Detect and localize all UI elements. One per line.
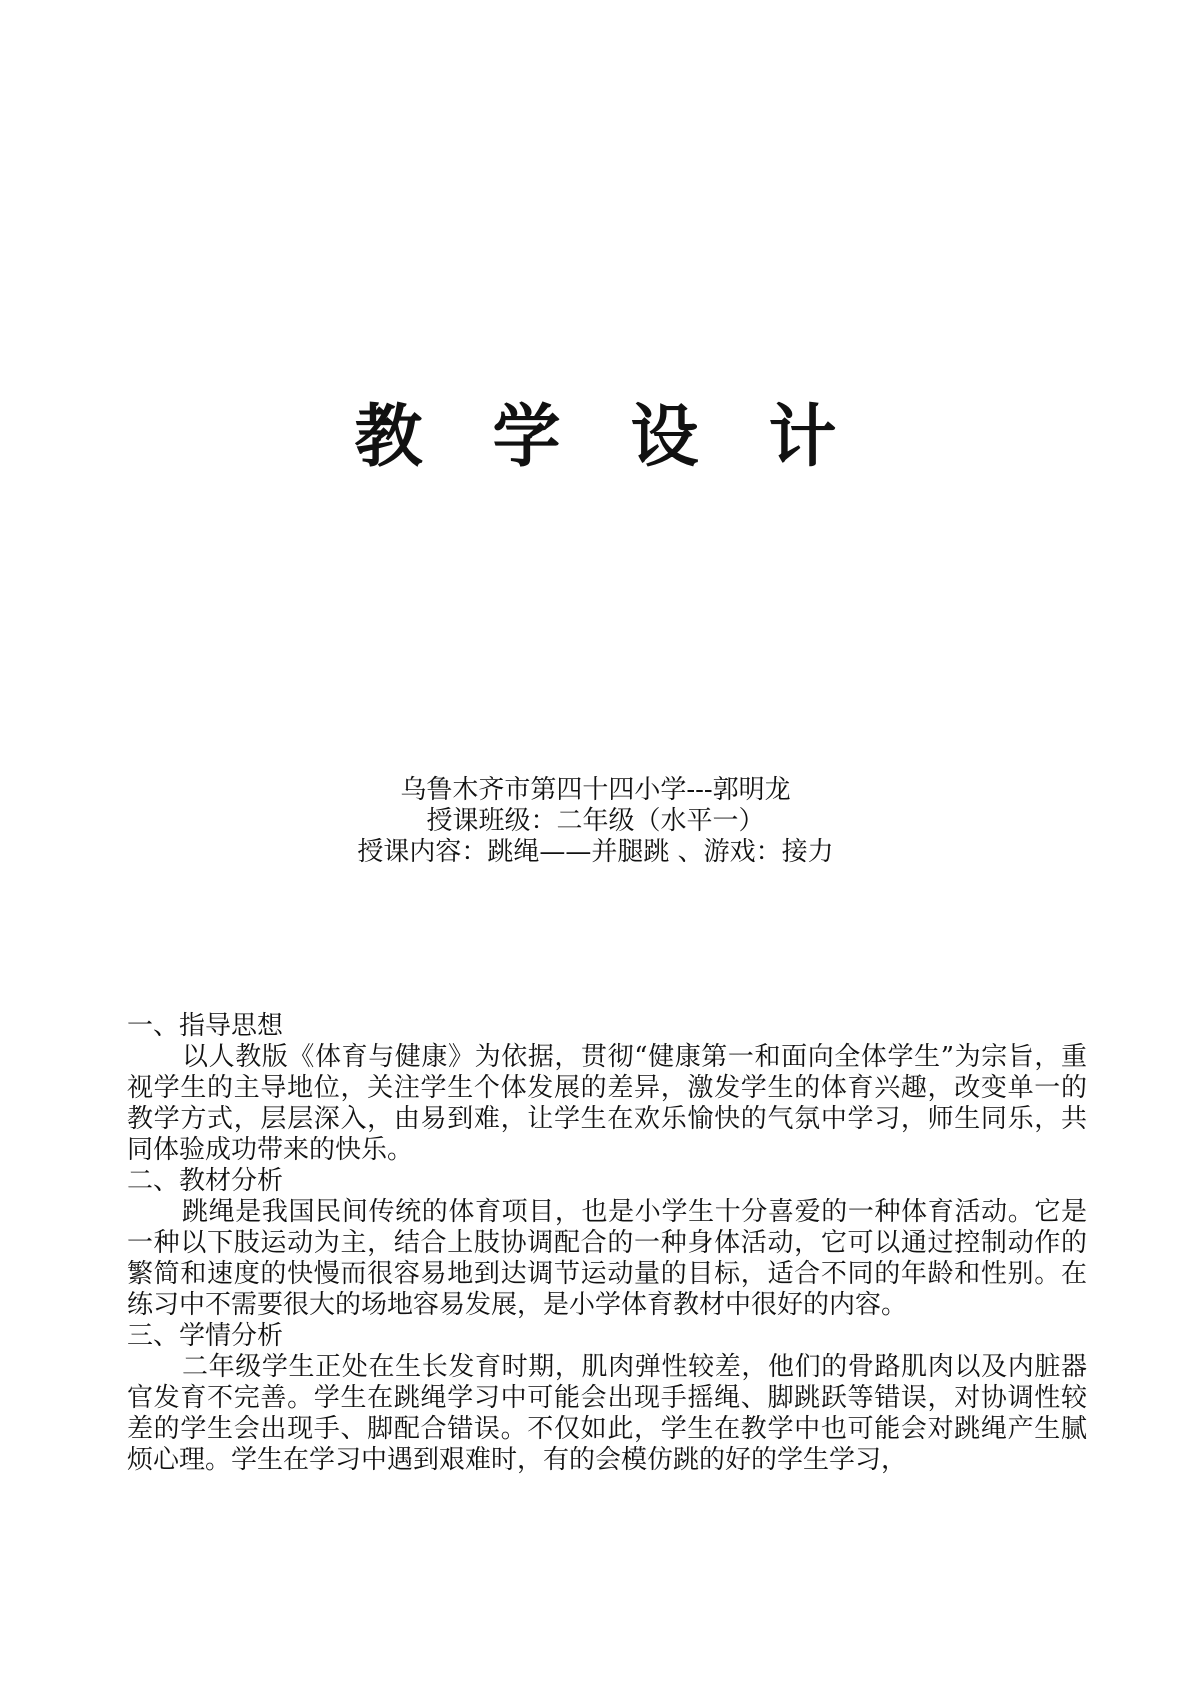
section-student-analysis: [127, 1321, 1087, 1476]
content-line: 授课内容：跳绳——并腿跳 、游戏：接力: [357, 837, 834, 867]
section-material-analysis: [127, 1166, 1087, 1321]
section-heading: 一、指导思想: [127, 1011, 284, 1041]
document-body: [127, 1011, 1087, 1476]
section-paragraph: 二年级学生正处在生长发育时期，肌肉弹性较差，他们的骨路肌肉以及内脏器官发育不完善。学生在跳绳学习中可能会出现手摇绳、脚跳跃等错误，对协调性较差的学生会出现手、脚配合错误。不仅如此，学生在教学中也可能会对跳绳产生腻烦心理。学生在学习中遇到艰难时，有的会模仿跳的好的学生学习，: [127, 1352, 1087, 1475]
class-line: 授课班级：二年级（水平一）: [426, 806, 765, 836]
page-title: 教学设计: [354, 398, 907, 477]
school-author-line: 乌鲁木齐市第四十四小学---郭明龙: [400, 775, 791, 805]
section-paragraph: 跳绳是我国民间传统的体育项目，也是小学生十分喜爱的一种体育活动。它是一种以下肢运动为主，结合上肢协调配合的一种身体活动，它可以通过控制动作的繁简和速度的快慢而很容易地到达调节运动量的目标，适合不同的年龄和性别。在练习中不需要很大的场地容易发展，是小学体育教材中很好的内容。: [127, 1197, 1087, 1320]
author-info: [0, 775, 1191, 868]
section-paragraph: 以人教版《体育与健康》为依据，贯彻“健康第一和面向全体学生”为宗旨，重视学生的主导地位，关注学生个体发展的差异，激发学生的体育兴趣，改变单一的教学方式，层层深入，由易到难，让学生在欢乐愉快的气氛中学习，师生同乐，共同体验成功带来的快乐。: [127, 1042, 1087, 1165]
section-heading: 二、教材分析: [127, 1166, 284, 1196]
section-heading: 三、学情分析: [127, 1321, 284, 1351]
section-guiding-thought: [127, 1011, 1087, 1166]
